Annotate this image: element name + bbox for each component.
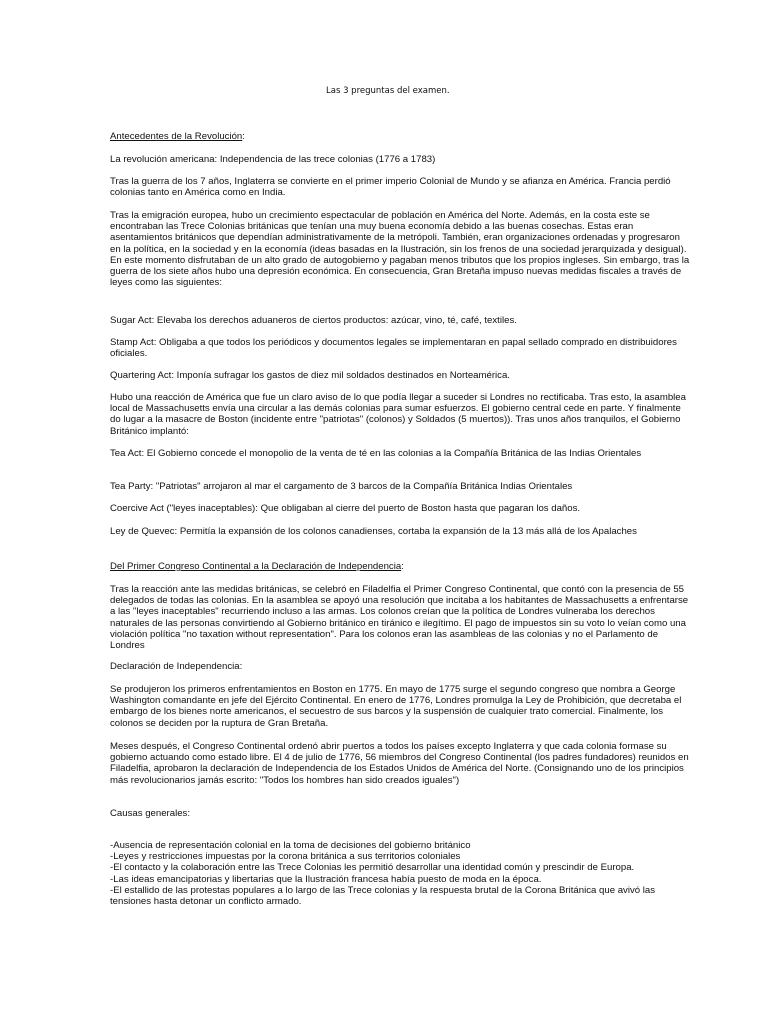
heading-suffix: :: [242, 131, 245, 142]
paragraph: Tras la emigración europea, hubo un crecimiento espectacular de población en América del Norte. Además, en la costa este se encontraban las Trece Colonias británicas que tenían una muy buena economía debido a las buenas cosechas. Estas eran asentamientos británicos que dependían administrativamente de la metrópoli. También, eran organizaciones ordenadas y progresaron en la política, en la sociedad y en la economía (ideas basadas en la Ilustración, sin los frenos de una sociedad jerarquizada y desigual). En este momento disfrutaban de un alto grado de autogobierno y pagaban menos tributos que los propios ingleses. Sin embargo, tras la guerra de los siete años hubo una depresión económica. En consecuencia, Gran Bretaña impuso nuevas medidas fiscales a través de leyes como las siguientes:: [110, 210, 690, 289]
list-item: -El estallido de las protestas populares a lo largo de las Trece colonias y la respuesta brutal de la Corona Británica que avivó las tensiones hasta detonar un conflicto armado.: [110, 884, 656, 908]
paragraph: Se produjeron los primeros enfrentamientos en Boston en 1775. En mayo de 1775 surge el segundo congreso que nombra a George Washington comandante en jefe del Ejército Continental. En enero de 1776, Londres promulga la Ley de Prohibición, que decretaba el embargo de los bienes norte americanos, el secuestro de sus barcos y la suspensión de cualquier trato comercial. Finalmente, los colonos se deciden por la ruptura de Gran Bretaña.: [110, 684, 682, 729]
causes-list: [110, 840, 690, 907]
paragraph: Coercive Act ("leyes inaceptables): Que obligaban al cierre del puerto de Boston hasta que pagaran los daños.: [110, 503, 581, 514]
heading-text: Antecedentes de la Revolución: [110, 131, 243, 142]
section-heading-congreso: [110, 561, 690, 572]
heading-text: Del Primer Congreso Continental a la Declaración de Independencia: [110, 561, 402, 572]
paragraph: Sugar Act: Elevaba los derechos aduaneros de ciertos productos: azúcar, vino, té, café, textiles.: [110, 315, 517, 326]
heading-suffix: :: [401, 561, 404, 572]
paragraph: Causas generales:: [110, 808, 190, 819]
paragraph: Ley de Quevec: Permitía la expansión de los colonos canadienses, cortaba la expansión de la 13 más allá de los Apalaches: [110, 526, 637, 537]
list-item: -Ausencia de representación colonial en la toma de decisiones del gobierno británico: [110, 840, 471, 851]
paragraph: Tras la guerra de los 7 años, Inglaterra se convierte en el primer imperio Colonial de Mundo y se afianza en América. Francia perdió colonias tanto en América como en India.: [110, 176, 671, 199]
document-title: Las 3 preguntas del examen.: [326, 86, 450, 96]
paragraph: Hubo una reacción de América que fue un claro aviso de lo que podía llegar a suceder si Londres no rectificaba. Tras esto, la asamblea local de Massachusetts envía una circular a las demás colonias para sumar esfuerzos. El gobierno central cede en parte. Y finalmente do lugar a la masacre de Boston (incidente entre "patriotas" (colonos) y Soldados (5 muertos)). Tras unos años tranquilos, el Gobierno Británico implantó:: [110, 392, 686, 437]
paragraph: Tea Act: El Gobierno concede el monopolio de la venta de té en las colonias a la Compañía Británica de las Indias Orientales: [110, 448, 642, 459]
list-item: -El contacto y la colaboración entre las Trece Colonias les permitió desarrollar una identidad común y prescindir de Europa.: [110, 862, 635, 874]
section-heading-antecedentes: [110, 131, 690, 142]
paragraph: Declaración de Independencia:: [110, 661, 243, 672]
paragraph: Meses después, el Congreso Continental ordenó abrir puertos a todos los países excepto Inglaterra y que cada colonia formase su gobierno actuando como estado libre. El 4 de julio de 1776, 56 miembros del Congreso Continental (los padres fundadores) reunidos en Filadelfia, aprobaron la declaración de Independencia de los Estados Unidos de América del Norte. (Consignando uno de los principios más revolucionarios jamás escrito: "Todos los hombres han sido creados iguales"): [110, 741, 689, 786]
paragraph: Tras la reacción ante las medidas británicas, se celebró en Filadelfia el Primer Congreso Continental, que contó con la presencia de 55 delegados de todas las colonias. En la asamblea se apoyó una resolución que incitaba a los habitantes de Massachusetts a enfrentarse a las "leyes inaceptables" recurriendo incluso a las armas. Los colonos creían que la política de Londres vulneraba los derechos naturales de las personas convirtiendo al Gobierno británico en tiránico e ilegítimo. El pago de impuestos sin su voto lo veían como una violación política "no taxation without representation". Para los colonos eran las asambleas de las colonias y no el Parlamento de Londres: [110, 584, 689, 652]
paragraph: La revolución americana: Independencia de las trece colonias (1776 a 1783): [110, 154, 436, 165]
list-item: -Las ideas emancipatorias y libertarias que la Ilustración francesa había puesto de moda en la época.: [110, 873, 542, 885]
paragraph: Tea Party: "Patriotas" arrojaron al mar el cargamento de 3 barcos de la Compañía Británica Indias Orientales: [110, 481, 573, 492]
paragraph: Stamp Act: Obligaba a que todos los periódicos y documentos legales se implementaran en papal sellado comprado en distribuidores oficiales.: [110, 337, 677, 360]
paragraph: Quartering Act: Imponía sufragar los gastos de diez mil soldados destinados en Norteamérica.: [110, 370, 510, 381]
list-item: -Leyes y restricciones impuestas por la corona británica a sus territorios coloniales: [110, 851, 461, 863]
